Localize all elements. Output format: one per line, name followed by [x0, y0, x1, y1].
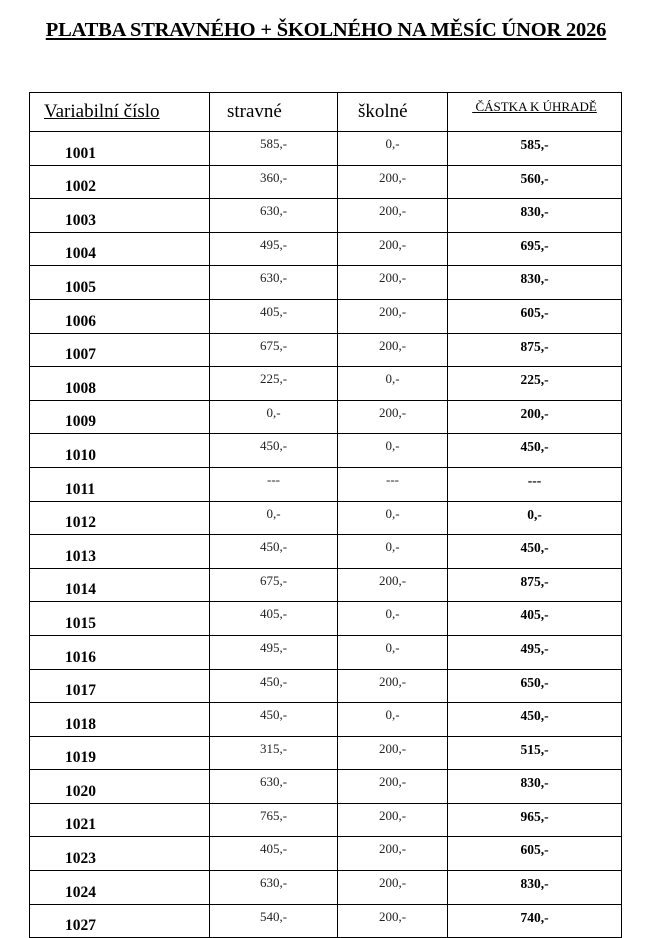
table-row	[30, 635, 622, 669]
variable-symbol-cell: 1007	[30, 333, 210, 367]
skolne-cell: 200,-	[338, 568, 448, 602]
stravne-cell: 405,-	[210, 299, 338, 333]
castka-cell: 450,-	[448, 703, 622, 737]
variable-symbol-cell: 1004	[30, 232, 210, 266]
variable-symbol-cell: 1008	[30, 367, 210, 401]
variable-symbol-cell: 1024	[30, 871, 210, 905]
castka-cell: 405,-	[448, 602, 622, 636]
castka-cell: 560,-	[448, 165, 622, 199]
variable-symbol-cell: 1002	[30, 165, 210, 199]
skolne-cell: 200,-	[338, 770, 448, 804]
table-row	[30, 232, 622, 266]
castka-cell: ---	[448, 467, 622, 501]
skolne-cell: 0,-	[338, 367, 448, 401]
variable-symbol-cell: 1019	[30, 736, 210, 770]
variable-symbol-cell: 1021	[30, 803, 210, 837]
castka-cell: 0,-	[448, 501, 622, 535]
stravne-cell: 630,-	[210, 770, 338, 804]
variable-symbol-cell: 1009	[30, 400, 210, 434]
table-row	[30, 770, 622, 804]
stravne-cell: 315,-	[210, 736, 338, 770]
skolne-cell: 200,-	[338, 165, 448, 199]
stravne-cell: 450,-	[210, 434, 338, 468]
table-row	[30, 535, 622, 569]
table-row	[30, 501, 622, 535]
table-header-row	[30, 93, 622, 132]
castka-cell: 830,-	[448, 266, 622, 300]
table-row	[30, 837, 622, 871]
stravne-cell: 450,-	[210, 669, 338, 703]
variable-symbol-cell: 1006	[30, 299, 210, 333]
skolne-cell: 200,-	[338, 266, 448, 300]
stravne-cell: 585,-	[210, 132, 338, 166]
header-skolne: školné	[338, 93, 448, 132]
variable-symbol-cell: 1003	[30, 199, 210, 233]
table-row	[30, 467, 622, 501]
variable-symbol-cell: 1027	[30, 904, 210, 938]
castka-cell: 875,-	[448, 568, 622, 602]
variable-symbol-cell: 1015	[30, 602, 210, 636]
table-row	[30, 367, 622, 401]
stravne-cell: 630,-	[210, 871, 338, 905]
variable-symbol-cell: 1005	[30, 266, 210, 300]
table-row	[30, 199, 622, 233]
castka-cell: 875,-	[448, 333, 622, 367]
castka-cell: 650,-	[448, 669, 622, 703]
header-variable-symbol: Variabilní číslo	[30, 93, 210, 132]
castka-cell: 695,-	[448, 232, 622, 266]
document-title: PLATBA STRAVNÉHO + ŠKOLNÉHO NA MĚSÍC ÚNOR 2026	[45, 19, 607, 41]
variable-symbol-cell: 1010	[30, 434, 210, 468]
stravne-cell: 0,-	[210, 501, 338, 535]
skolne-cell: 0,-	[338, 501, 448, 535]
stravne-cell: 495,-	[210, 635, 338, 669]
skolne-cell: 200,-	[338, 736, 448, 770]
table-row	[30, 803, 622, 837]
table-row	[30, 602, 622, 636]
stravne-cell: 630,-	[210, 266, 338, 300]
variable-symbol-cell: 1023	[30, 837, 210, 871]
table-row	[30, 165, 622, 199]
skolne-cell: 200,-	[338, 803, 448, 837]
header-castka: ČÁSTKA K ÚHRADĚ	[448, 93, 622, 132]
skolne-cell: 200,-	[338, 669, 448, 703]
skolne-cell: 200,-	[338, 299, 448, 333]
stravne-cell: 450,-	[210, 535, 338, 569]
header-stravne: stravné	[210, 93, 338, 132]
table-row	[30, 132, 622, 166]
skolne-cell: 200,-	[338, 871, 448, 905]
stravne-cell: 360,-	[210, 165, 338, 199]
stravne-cell: 405,-	[210, 602, 338, 636]
skolne-cell: 0,-	[338, 132, 448, 166]
table-row	[30, 333, 622, 367]
castka-cell: 450,-	[448, 434, 622, 468]
skolne-cell: 200,-	[338, 837, 448, 871]
castka-cell: 605,-	[448, 837, 622, 871]
stravne-cell: 765,-	[210, 803, 338, 837]
castka-cell: 515,-	[448, 736, 622, 770]
payment-table	[29, 92, 622, 938]
skolne-cell: 200,-	[338, 400, 448, 434]
stravne-cell: 405,-	[210, 837, 338, 871]
skolne-cell: ---	[338, 467, 448, 501]
castka-cell: 225,-	[448, 367, 622, 401]
skolne-cell: 200,-	[338, 232, 448, 266]
variable-symbol-cell: 1020	[30, 770, 210, 804]
variable-symbol-cell: 1014	[30, 568, 210, 602]
skolne-cell: 0,-	[338, 535, 448, 569]
skolne-cell: 0,-	[338, 703, 448, 737]
stravne-cell: 540,-	[210, 904, 338, 938]
table-row	[30, 266, 622, 300]
stravne-cell: 675,-	[210, 333, 338, 367]
variable-symbol-cell: 1017	[30, 669, 210, 703]
castka-cell: 830,-	[448, 871, 622, 905]
castka-cell: 450,-	[448, 535, 622, 569]
variable-symbol-cell: 1018	[30, 703, 210, 737]
castka-cell: 830,-	[448, 770, 622, 804]
table-row	[30, 703, 622, 737]
castka-cell: 585,-	[448, 132, 622, 166]
castka-cell: 495,-	[448, 635, 622, 669]
stravne-cell: 675,-	[210, 568, 338, 602]
variable-symbol-cell: 1016	[30, 635, 210, 669]
castka-cell: 200,-	[448, 400, 622, 434]
stravne-cell: 630,-	[210, 199, 338, 233]
stravne-cell: 0,-	[210, 400, 338, 434]
variable-symbol-cell: 1011	[30, 467, 210, 501]
castka-cell: 740,-	[448, 904, 622, 938]
table-row	[30, 400, 622, 434]
table-row	[30, 669, 622, 703]
skolne-cell: 200,-	[338, 199, 448, 233]
table-row	[30, 904, 622, 938]
skolne-cell: 0,-	[338, 635, 448, 669]
table-row	[30, 568, 622, 602]
stravne-cell: 225,-	[210, 367, 338, 401]
variable-symbol-cell: 1012	[30, 501, 210, 535]
table-row	[30, 434, 622, 468]
variable-symbol-cell: 1001	[30, 132, 210, 166]
variable-symbol-cell: 1013	[30, 535, 210, 569]
stravne-cell: 450,-	[210, 703, 338, 737]
castka-cell: 605,-	[448, 299, 622, 333]
castka-cell: 830,-	[448, 199, 622, 233]
skolne-cell: 0,-	[338, 602, 448, 636]
skolne-cell: 0,-	[338, 434, 448, 468]
table-row	[30, 299, 622, 333]
table-row	[30, 736, 622, 770]
skolne-cell: 200,-	[338, 904, 448, 938]
stravne-cell: 495,-	[210, 232, 338, 266]
castka-cell: 965,-	[448, 803, 622, 837]
skolne-cell: 200,-	[338, 333, 448, 367]
stravne-cell: ---	[210, 467, 338, 501]
table-row	[30, 871, 622, 905]
